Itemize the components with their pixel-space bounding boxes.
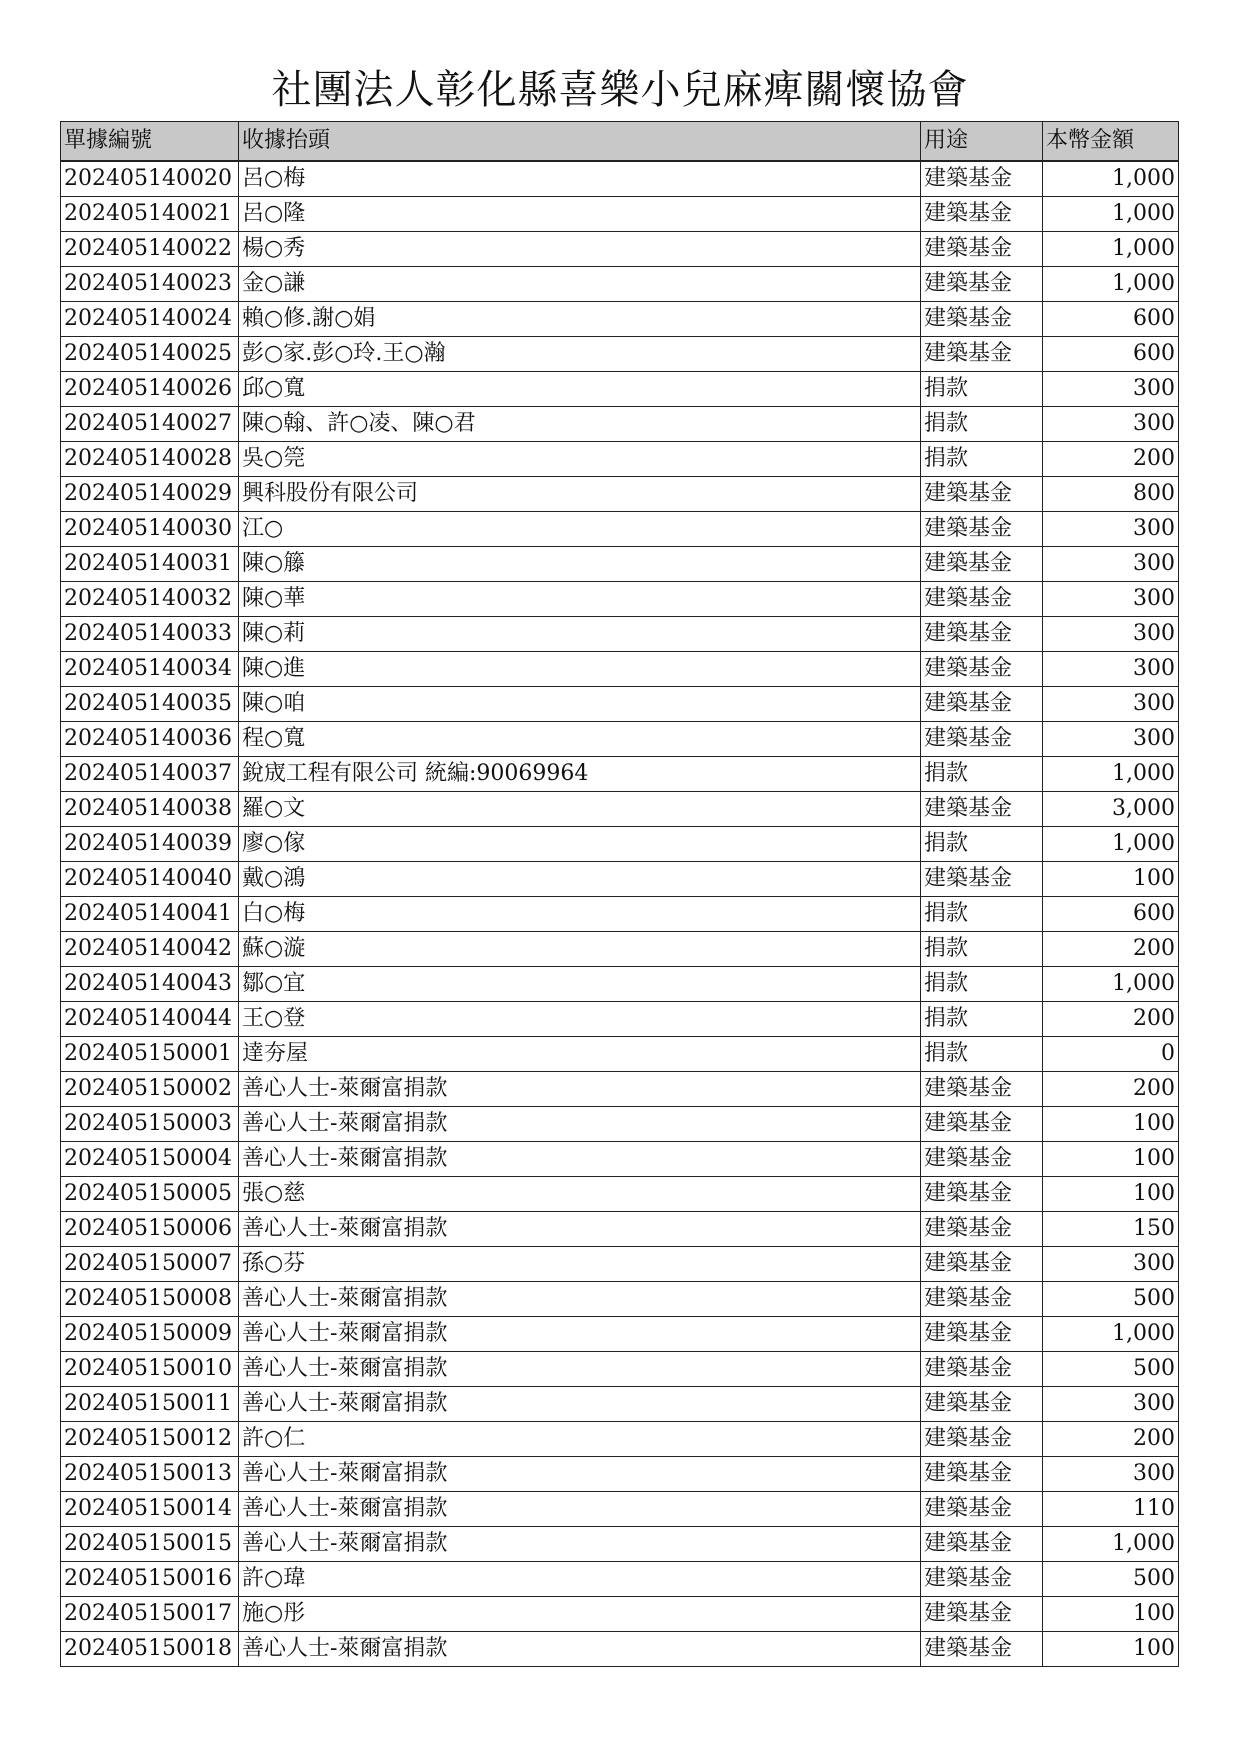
receipt-title-cell: 銳宬工程有限公司 統編:90069964	[239, 757, 921, 792]
amount-cell: 1,000	[1043, 1317, 1179, 1352]
amount-cell: 200	[1043, 442, 1179, 477]
receipt-title-cell: 呂○隆	[239, 197, 921, 232]
receipt-number-cell: 202405150003	[61, 1107, 239, 1142]
receipt-number-cell: 202405140025	[61, 337, 239, 372]
purpose-cell: 建築基金	[921, 1142, 1043, 1177]
receipt-title-cell: 鄒○宜	[239, 967, 921, 1002]
receipt-title-cell: 善心人士-萊爾富捐款	[239, 1352, 921, 1387]
receipt-number-cell: 202405140029	[61, 477, 239, 512]
purpose-cell: 建築基金	[921, 302, 1043, 337]
receipt-number-cell: 202405140042	[61, 932, 239, 967]
receipt-title-cell: 許○仁	[239, 1422, 921, 1457]
receipt-number-cell: 202405150010	[61, 1352, 239, 1387]
purpose-cell: 建築基金	[921, 547, 1043, 582]
table-row	[61, 512, 1179, 547]
amount-cell: 300	[1043, 1457, 1179, 1492]
purpose-cell: 建築基金	[921, 1597, 1043, 1632]
purpose-cell: 建築基金	[921, 477, 1043, 512]
receipt-number-cell: 202405150017	[61, 1597, 239, 1632]
receipt-title-cell: 善心人士-萊爾富捐款	[239, 1107, 921, 1142]
table-row	[61, 687, 1179, 722]
table-row	[61, 1037, 1179, 1072]
table-row	[61, 1002, 1179, 1037]
amount-cell: 100	[1043, 1177, 1179, 1212]
amount-cell: 300	[1043, 372, 1179, 407]
purpose-cell: 建築基金	[921, 1317, 1043, 1352]
receipt-number-cell: 202405150018	[61, 1632, 239, 1667]
amount-cell: 300	[1043, 547, 1179, 582]
purpose-cell: 建築基金	[921, 792, 1043, 827]
table-row	[61, 1597, 1179, 1632]
receipt-number-cell: 202405150004	[61, 1142, 239, 1177]
table-row	[61, 1177, 1179, 1212]
purpose-cell: 捐款	[921, 932, 1043, 967]
receipt-number-cell: 202405140022	[61, 232, 239, 267]
table-row	[61, 862, 1179, 897]
amount-cell: 600	[1043, 897, 1179, 932]
purpose-cell: 建築基金	[921, 197, 1043, 232]
purpose-cell: 捐款	[921, 407, 1043, 442]
table-row	[61, 652, 1179, 687]
table-row	[61, 302, 1179, 337]
amount-cell: 100	[1043, 1107, 1179, 1142]
receipt-number-cell: 202405140020	[61, 161, 239, 197]
receipt-number-cell: 202405140033	[61, 617, 239, 652]
receipt-title-cell: 彭○家.彭○玲.王○瀚	[239, 337, 921, 372]
receipt-title-cell: 善心人士-萊爾富捐款	[239, 1282, 921, 1317]
receipt-number-cell: 202405140041	[61, 897, 239, 932]
receipt-number-cell: 202405150009	[61, 1317, 239, 1352]
amount-cell: 300	[1043, 722, 1179, 757]
receipt-title-cell: 張○慈	[239, 1177, 921, 1212]
receipt-title-cell: 陳○進	[239, 652, 921, 687]
purpose-cell: 建築基金	[921, 1387, 1043, 1422]
table-row	[61, 1527, 1179, 1562]
table-header	[61, 122, 1179, 162]
receipt-title-cell: 善心人士-萊爾富捐款	[239, 1142, 921, 1177]
receipt-number-cell: 202405150006	[61, 1212, 239, 1247]
receipt-number-cell: 202405150015	[61, 1527, 239, 1562]
receipt-title-cell: 善心人士-萊爾富捐款	[239, 1317, 921, 1352]
purpose-cell: 建築基金	[921, 267, 1043, 302]
amount-cell: 300	[1043, 407, 1179, 442]
amount-cell: 800	[1043, 477, 1179, 512]
amount-cell: 100	[1043, 1597, 1179, 1632]
amount-cell: 300	[1043, 652, 1179, 687]
receipt-title-cell: 善心人士-萊爾富捐款	[239, 1072, 921, 1107]
header-receipt-number: 單據編號	[61, 122, 239, 162]
purpose-cell: 建築基金	[921, 1107, 1043, 1142]
table-row	[61, 1072, 1179, 1107]
amount-cell: 3,000	[1043, 792, 1179, 827]
amount-cell: 500	[1043, 1562, 1179, 1597]
receipt-title-cell: 善心人士-萊爾富捐款	[239, 1212, 921, 1247]
receipt-number-cell: 202405140036	[61, 722, 239, 757]
amount-cell: 1,000	[1043, 967, 1179, 1002]
receipt-title-cell: 呂○梅	[239, 161, 921, 197]
amount-cell: 100	[1043, 1632, 1179, 1667]
amount-cell: 200	[1043, 932, 1179, 967]
table-row	[61, 197, 1179, 232]
amount-cell: 500	[1043, 1352, 1179, 1387]
table-row	[61, 442, 1179, 477]
table-row	[61, 161, 1179, 197]
table-row	[61, 1632, 1179, 1667]
table-row	[61, 1317, 1179, 1352]
receipt-title-cell: 邱○寬	[239, 372, 921, 407]
amount-cell: 1,000	[1043, 267, 1179, 302]
purpose-cell: 捐款	[921, 897, 1043, 932]
purpose-cell: 建築基金	[921, 722, 1043, 757]
amount-cell: 100	[1043, 862, 1179, 897]
page-title: 社團法人彰化縣喜樂小兒麻痺關懷協會	[271, 67, 969, 113]
purpose-cell: 建築基金	[921, 1247, 1043, 1282]
receipt-title-cell: 善心人士-萊爾富捐款	[239, 1527, 921, 1562]
receipt-title-cell: 善心人士-萊爾富捐款	[239, 1632, 921, 1667]
amount-cell: 600	[1043, 302, 1179, 337]
receipt-number-cell: 202405150013	[61, 1457, 239, 1492]
receipt-number-cell: 202405150014	[61, 1492, 239, 1527]
table-row	[61, 617, 1179, 652]
receipt-title-cell: 王○登	[239, 1002, 921, 1037]
amount-cell: 1,000	[1043, 1527, 1179, 1562]
receipt-number-cell: 202405140044	[61, 1002, 239, 1037]
receipt-number-cell: 202405140027	[61, 407, 239, 442]
purpose-cell: 建築基金	[921, 862, 1043, 897]
header-row	[61, 122, 1179, 162]
table-row	[61, 477, 1179, 512]
table-row	[61, 897, 1179, 932]
header-amount: 本幣金額	[1043, 122, 1179, 162]
purpose-cell: 建築基金	[921, 1212, 1043, 1247]
receipt-title-cell: 許○瑋	[239, 1562, 921, 1597]
table-row	[61, 337, 1179, 372]
amount-cell: 1,000	[1043, 827, 1179, 862]
header-purpose: 用途	[921, 122, 1043, 162]
receipt-title-cell: 戴○鴻	[239, 862, 921, 897]
donation-table	[60, 121, 1179, 1667]
receipt-number-cell: 202405150008	[61, 1282, 239, 1317]
receipt-title-cell: 施○彤	[239, 1597, 921, 1632]
receipt-title-cell: 楊○秀	[239, 232, 921, 267]
receipt-number-cell: 202405150011	[61, 1387, 239, 1422]
table-row	[61, 1562, 1179, 1597]
purpose-cell: 建築基金	[921, 512, 1043, 547]
receipt-title-cell: 善心人士-萊爾富捐款	[239, 1492, 921, 1527]
amount-cell: 300	[1043, 1247, 1179, 1282]
table-row	[61, 1492, 1179, 1527]
table-row	[61, 1457, 1179, 1492]
purpose-cell: 捐款	[921, 827, 1043, 862]
table-row	[61, 827, 1179, 862]
receipt-title-cell: 善心人士-萊爾富捐款	[239, 1387, 921, 1422]
receipt-title-cell: 善心人士-萊爾富捐款	[239, 1457, 921, 1492]
receipt-number-cell: 202405140034	[61, 652, 239, 687]
receipt-title-cell: 金○謙	[239, 267, 921, 302]
header-receipt-title: 收據抬頭	[239, 122, 921, 162]
receipt-title-cell: 程○寬	[239, 722, 921, 757]
purpose-cell: 捐款	[921, 757, 1043, 792]
receipt-number-cell: 202405140032	[61, 582, 239, 617]
receipt-number-cell: 202405150002	[61, 1072, 239, 1107]
table-row	[61, 1247, 1179, 1282]
table-row	[61, 547, 1179, 582]
receipt-number-cell: 202405150001	[61, 1037, 239, 1072]
amount-cell: 200	[1043, 1002, 1179, 1037]
receipt-number-cell: 202405150005	[61, 1177, 239, 1212]
table-row	[61, 1422, 1179, 1457]
receipt-number-cell: 202405140030	[61, 512, 239, 547]
purpose-cell: 建築基金	[921, 687, 1043, 722]
receipt-title-cell: 陳○籐	[239, 547, 921, 582]
table-row	[61, 582, 1179, 617]
purpose-cell: 建築基金	[921, 1492, 1043, 1527]
table-row	[61, 372, 1179, 407]
table-row	[61, 757, 1179, 792]
purpose-cell: 建築基金	[921, 1562, 1043, 1597]
amount-cell: 300	[1043, 582, 1179, 617]
receipt-number-cell: 202405140035	[61, 687, 239, 722]
amount-cell: 150	[1043, 1212, 1179, 1247]
receipt-title-cell: 廖○傢	[239, 827, 921, 862]
purpose-cell: 建築基金	[921, 652, 1043, 687]
table-row	[61, 1212, 1179, 1247]
receipt-number-cell: 202405140028	[61, 442, 239, 477]
receipt-number-cell: 202405140021	[61, 197, 239, 232]
receipt-title-cell: 陳○華	[239, 582, 921, 617]
amount-cell: 1,000	[1043, 232, 1179, 267]
purpose-cell: 建築基金	[921, 1352, 1043, 1387]
purpose-cell: 建築基金	[921, 1632, 1043, 1667]
receipt-title-cell: 蘇○漩	[239, 932, 921, 967]
amount-cell: 1,000	[1043, 197, 1179, 232]
purpose-cell: 建築基金	[921, 617, 1043, 652]
amount-cell: 300	[1043, 617, 1179, 652]
amount-cell: 200	[1043, 1072, 1179, 1107]
receipt-number-cell: 202405140031	[61, 547, 239, 582]
purpose-cell: 捐款	[921, 1037, 1043, 1072]
purpose-cell: 建築基金	[921, 1177, 1043, 1212]
receipt-title-cell: 孫○芬	[239, 1247, 921, 1282]
receipt-number-cell: 202405150016	[61, 1562, 239, 1597]
table-row	[61, 1352, 1179, 1387]
table-row	[61, 1387, 1179, 1422]
purpose-cell: 捐款	[921, 442, 1043, 477]
purpose-cell: 捐款	[921, 1002, 1043, 1037]
receipt-number-cell: 202405140038	[61, 792, 239, 827]
table-row	[61, 722, 1179, 757]
amount-cell: 600	[1043, 337, 1179, 372]
table-row	[61, 232, 1179, 267]
purpose-cell: 建築基金	[921, 1422, 1043, 1457]
receipt-title-cell: 陳○咱	[239, 687, 921, 722]
table-row	[61, 267, 1179, 302]
purpose-cell: 捐款	[921, 372, 1043, 407]
amount-cell: 200	[1043, 1422, 1179, 1457]
receipt-title-cell: 賴○修.謝○娟	[239, 302, 921, 337]
receipt-number-cell: 202405150007	[61, 1247, 239, 1282]
receipt-title-cell: 興科股份有限公司	[239, 477, 921, 512]
amount-cell: 110	[1043, 1492, 1179, 1527]
receipt-title-cell: 陳○莉	[239, 617, 921, 652]
amount-cell: 0	[1043, 1037, 1179, 1072]
receipt-number-cell: 202405140037	[61, 757, 239, 792]
purpose-cell: 建築基金	[921, 232, 1043, 267]
receipt-title-cell: 陳○翰、許○凌、陳○君	[239, 407, 921, 442]
receipt-number-cell: 202405140043	[61, 967, 239, 1002]
table-row	[61, 792, 1179, 827]
table-row	[61, 407, 1179, 442]
purpose-cell: 建築基金	[921, 582, 1043, 617]
table-row	[61, 1107, 1179, 1142]
receipt-number-cell: 202405140024	[61, 302, 239, 337]
amount-cell: 1,000	[1043, 161, 1179, 197]
table-body	[61, 161, 1179, 1667]
receipt-number-cell: 202405140039	[61, 827, 239, 862]
purpose-cell: 建築基金	[921, 1282, 1043, 1317]
receipt-number-cell: 202405140026	[61, 372, 239, 407]
receipt-number-cell: 202405150012	[61, 1422, 239, 1457]
amount-cell: 500	[1043, 1282, 1179, 1317]
table-row	[61, 1282, 1179, 1317]
receipt-title-cell: 白○梅	[239, 897, 921, 932]
purpose-cell: 建築基金	[921, 1072, 1043, 1107]
receipt-title-cell: 羅○文	[239, 792, 921, 827]
table-row	[61, 932, 1179, 967]
amount-cell: 300	[1043, 687, 1179, 722]
receipt-number-cell: 202405140023	[61, 267, 239, 302]
receipt-title-cell: 達夯屋	[239, 1037, 921, 1072]
table-row	[61, 967, 1179, 1002]
receipt-title-cell: 吳○筦	[239, 442, 921, 477]
table-row	[61, 1142, 1179, 1177]
purpose-cell: 建築基金	[921, 337, 1043, 372]
amount-cell: 1,000	[1043, 757, 1179, 792]
amount-cell: 100	[1043, 1142, 1179, 1177]
purpose-cell: 建築基金	[921, 1527, 1043, 1562]
receipt-number-cell: 202405140040	[61, 862, 239, 897]
purpose-cell: 建築基金	[921, 161, 1043, 197]
purpose-cell: 捐款	[921, 967, 1043, 1002]
amount-cell: 300	[1043, 1387, 1179, 1422]
receipt-title-cell: 江○	[239, 512, 921, 547]
amount-cell: 300	[1043, 512, 1179, 547]
purpose-cell: 建築基金	[921, 1457, 1043, 1492]
